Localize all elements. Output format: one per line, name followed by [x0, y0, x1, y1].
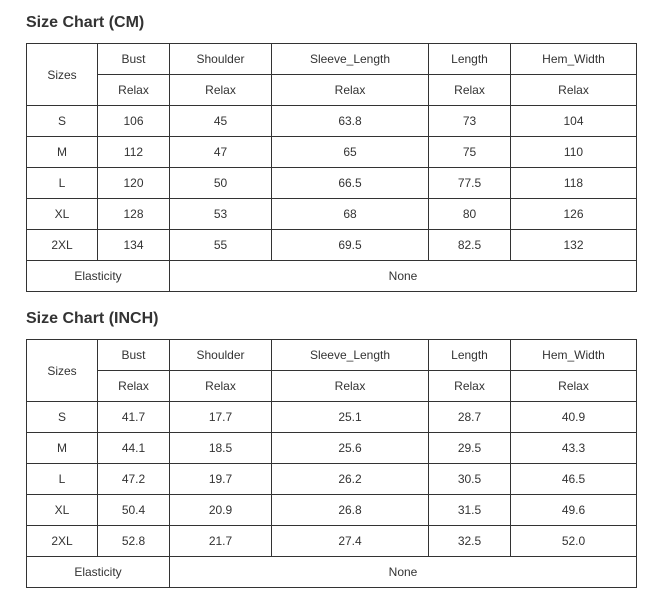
column-header-hem-width: Hem_Width	[511, 44, 637, 75]
table-row	[27, 464, 637, 495]
table-cell: 75	[429, 137, 511, 168]
size-label: L	[27, 168, 98, 199]
fit-cell: Relax	[511, 371, 637, 402]
elasticity-value: None	[170, 261, 637, 292]
table-row	[27, 526, 637, 557]
table-cell: 52.8	[98, 526, 170, 557]
table-cell: 44.1	[98, 433, 170, 464]
elasticity-row	[27, 557, 637, 588]
table-cell: 120	[98, 168, 170, 199]
table-cell: 50.4	[98, 495, 170, 526]
table-cell: 112	[98, 137, 170, 168]
table-cell: 50	[170, 168, 272, 199]
size-chart-inch-title: Size Chart (INCH)	[26, 310, 159, 327]
elasticity-label: Elasticity	[27, 261, 170, 292]
size-label: S	[27, 402, 98, 433]
elasticity-row	[27, 261, 637, 292]
fit-cell: Relax	[272, 75, 429, 106]
size-label: XL	[27, 199, 98, 230]
column-header-hem-width: Hem_Width	[511, 340, 637, 371]
column-header-bust: Bust	[98, 340, 170, 371]
table-row	[27, 106, 637, 137]
column-header-shoulder: Shoulder	[170, 44, 272, 75]
table-cell: 47.2	[98, 464, 170, 495]
table-cell: 30.5	[429, 464, 511, 495]
table-cell: 52.0	[511, 526, 637, 557]
elasticity-label: Elasticity	[27, 557, 170, 588]
table-cell: 43.3	[511, 433, 637, 464]
fit-cell: Relax	[170, 371, 272, 402]
header-row	[27, 44, 637, 75]
column-header-length: Length	[429, 340, 511, 371]
fit-row	[27, 75, 637, 106]
table-row	[27, 495, 637, 526]
table-cell: 134	[98, 230, 170, 261]
fit-row	[27, 371, 637, 402]
table-cell: 69.5	[272, 230, 429, 261]
table-cell: 46.5	[511, 464, 637, 495]
table-cell: 63.8	[272, 106, 429, 137]
table-cell: 40.9	[511, 402, 637, 433]
table-cell: 18.5	[170, 433, 272, 464]
table-row	[27, 402, 637, 433]
table-cell: 126	[511, 199, 637, 230]
table-cell: 17.7	[170, 402, 272, 433]
table-cell: 25.6	[272, 433, 429, 464]
table-cell: 53	[170, 199, 272, 230]
size-label: M	[27, 137, 98, 168]
size-label: S	[27, 106, 98, 137]
table-cell: 80	[429, 199, 511, 230]
sizes-header: Sizes	[27, 340, 98, 402]
table-cell: 104	[511, 106, 637, 137]
size-chart-cm-title: Size Chart (CM)	[26, 14, 145, 31]
fit-cell: Relax	[429, 75, 511, 106]
column-header-sleeve-length: Sleeve_Length	[272, 44, 429, 75]
column-header-sleeve-length: Sleeve_Length	[272, 340, 429, 371]
sizes-header: Sizes	[27, 44, 98, 106]
table-cell: 77.5	[429, 168, 511, 199]
table-cell: 106	[98, 106, 170, 137]
size-label: XL	[27, 495, 98, 526]
fit-cell: Relax	[170, 75, 272, 106]
table-cell: 55	[170, 230, 272, 261]
fit-cell: Relax	[272, 371, 429, 402]
table-row	[27, 199, 637, 230]
table-cell: 66.5	[272, 168, 429, 199]
table-cell: 65	[272, 137, 429, 168]
table-row	[27, 168, 637, 199]
table-cell: 20.9	[170, 495, 272, 526]
table-row	[27, 230, 637, 261]
table-cell: 110	[511, 137, 637, 168]
column-header-shoulder: Shoulder	[170, 340, 272, 371]
column-header-bust: Bust	[98, 44, 170, 75]
column-header-length: Length	[429, 44, 511, 75]
size-chart-inch-table	[26, 339, 637, 588]
size-label: 2XL	[27, 230, 98, 261]
size-chart-cm-table	[26, 43, 637, 292]
table-cell: 132	[511, 230, 637, 261]
table-row	[27, 137, 637, 168]
table-cell: 31.5	[429, 495, 511, 526]
table-cell: 28.7	[429, 402, 511, 433]
elasticity-value: None	[170, 557, 637, 588]
table-cell: 49.6	[511, 495, 637, 526]
table-cell: 26.8	[272, 495, 429, 526]
table-cell: 32.5	[429, 526, 511, 557]
header-row	[27, 340, 637, 371]
fit-cell: Relax	[429, 371, 511, 402]
table-cell: 47	[170, 137, 272, 168]
table-row	[27, 433, 637, 464]
fit-cell: Relax	[98, 75, 170, 106]
table-cell: 41.7	[98, 402, 170, 433]
fit-cell: Relax	[98, 371, 170, 402]
table-cell: 27.4	[272, 526, 429, 557]
size-label: L	[27, 464, 98, 495]
size-label: M	[27, 433, 98, 464]
table-cell: 73	[429, 106, 511, 137]
table-cell: 19.7	[170, 464, 272, 495]
table-cell: 29.5	[429, 433, 511, 464]
table-cell: 21.7	[170, 526, 272, 557]
table-cell: 82.5	[429, 230, 511, 261]
table-cell: 26.2	[272, 464, 429, 495]
table-cell: 25.1	[272, 402, 429, 433]
size-label: 2XL	[27, 526, 98, 557]
table-cell: 68	[272, 199, 429, 230]
table-cell: 45	[170, 106, 272, 137]
table-cell: 118	[511, 168, 637, 199]
fit-cell: Relax	[511, 75, 637, 106]
table-cell: 128	[98, 199, 170, 230]
